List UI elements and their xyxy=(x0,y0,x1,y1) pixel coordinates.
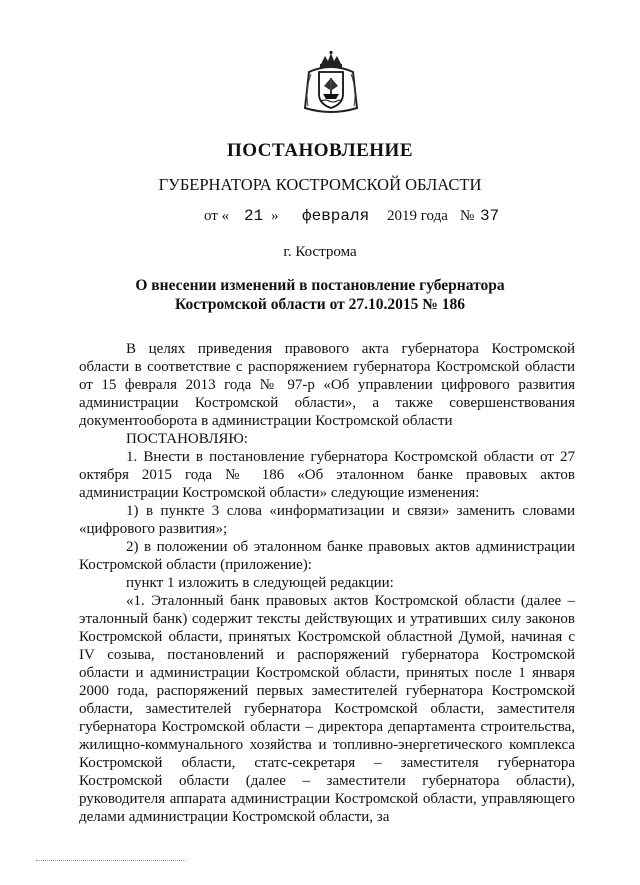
decree-word: ПОСТАНОВЛЯЮ: xyxy=(126,431,248,447)
footer-divider xyxy=(36,860,186,861)
city-name: г. Кострома xyxy=(283,244,357,260)
paragraph-item-1: 1. Внести в постановление губернатора Костромской области от 27 октября 2015 года № 186 «Об эталонном банке правовых актов администрации Костромской области» следующие изменения: xyxy=(79,449,575,501)
document-heading xyxy=(0,276,640,314)
paragraph-subitem-2: 2) в положении об эталонном банке правовых актов администрации Костромской области (приложение): xyxy=(79,539,575,573)
document-number: 37 xyxy=(480,207,500,225)
document-subtitle: ГУБЕРНАТОРА КОСТРОМСКОЙ ОБЛАСТИ xyxy=(158,175,482,194)
coat-of-arms-icon xyxy=(299,50,363,118)
document-body xyxy=(79,340,575,826)
heading-line-1: О внесении изменений в постановление губернатора xyxy=(135,277,505,294)
document-title: ПОСТАНОВЛЕНИЕ xyxy=(226,140,414,161)
date-prefix: от « xyxy=(204,208,230,224)
date-day: 21 xyxy=(244,207,264,225)
date-month: февраля xyxy=(302,207,370,225)
preamble-paragraph: В целях приведения правового акта губернатора Костромской области в соответствие с распоряжением губернатора Костромской области от 15 февраля 2013 года № 97-р «Об управлении цифрового развития администрации Костромской области», а также совершенствования документооборота в администрации Костромской области xyxy=(79,341,575,429)
date-year: 2019 года xyxy=(387,208,448,224)
number-sign: № xyxy=(460,208,475,224)
heading-line-2: Костромской области от 27.10.2015 № 186 xyxy=(175,296,465,313)
paragraph-subitem-1: 1) в пункте 3 слова «информатизации и связи» заменить словами «цифрового развития»; xyxy=(79,503,575,537)
paragraph-new-wording: пункт 1 изложить в следующей редакции: xyxy=(126,575,394,591)
paragraph-quoted-text: «1. Эталонный банк правовых актов Костромской области (далее – эталонный банк) содержит тексты действующих и утративших силу законов Костромской области, принятых Костромской областной Думой, начиная с IV созыва, постановлений и распоряжений губернатора Костромской области и администрации Костромской области, принятых после 1 января 2000 года, распоряжений первых заместителей губернатора Костромской области, заместителей губернатора Костромской области, заместителя губернатора Костромской области – директора департамента строительства, жилищно-коммунального хозяйства и топливно-энергетического комплекса Костромской области, статс-секретаря – заместителя губернатора Костромской области (далее – заместители губернатора области), руководителя аппарата администрации Костромской области, управляющего делами администрации Костромской области, за xyxy=(79,593,575,825)
date-close: » xyxy=(271,208,279,224)
